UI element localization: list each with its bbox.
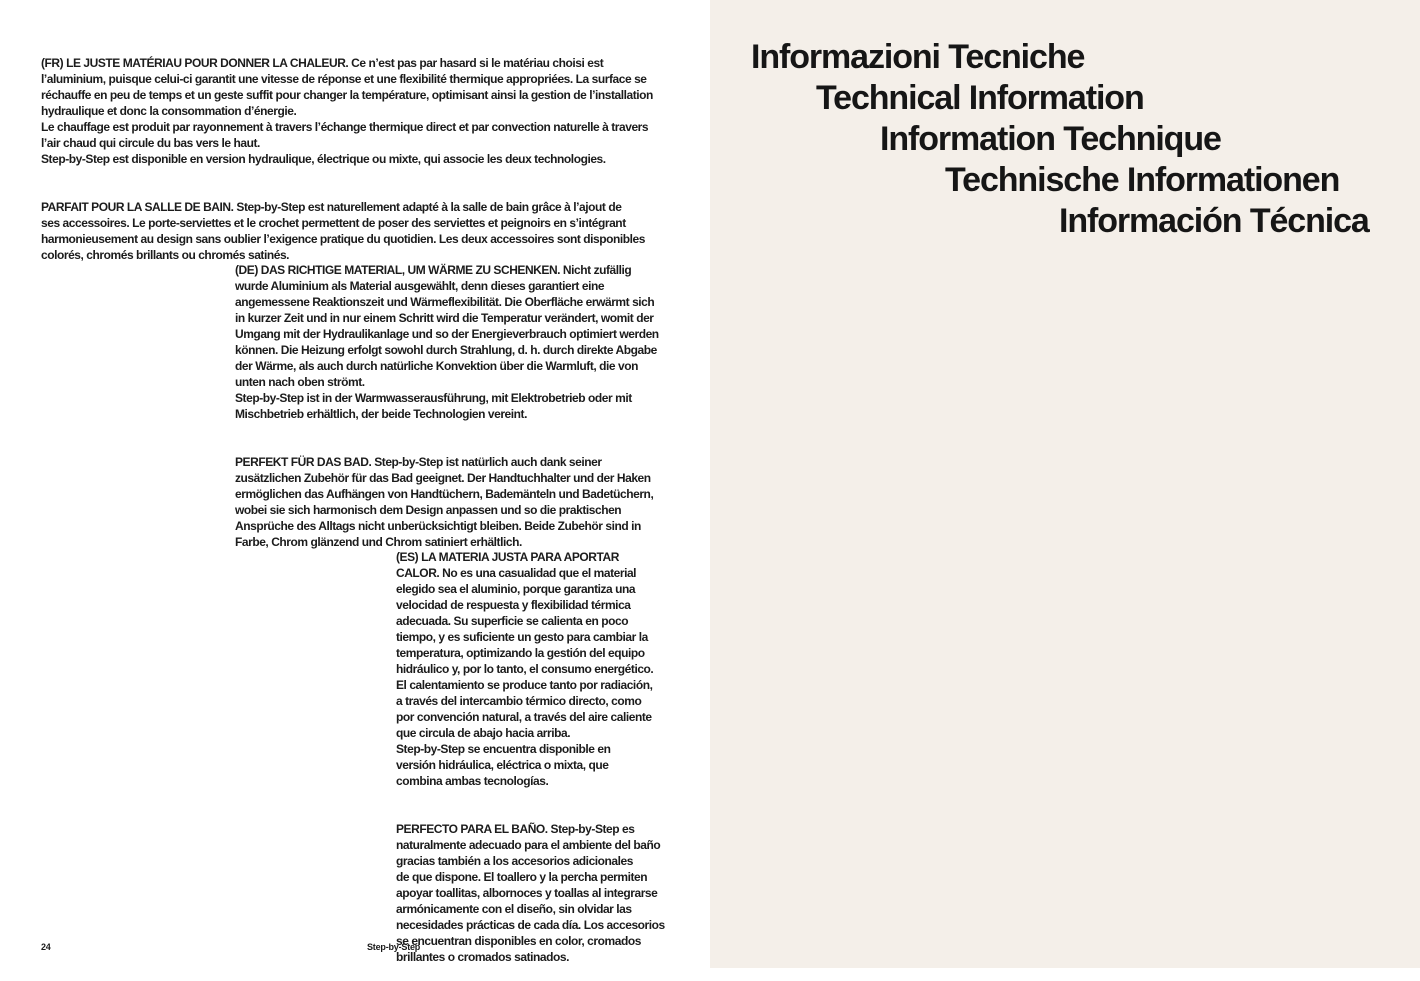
heading-french: Information Technique: [880, 120, 1221, 158]
german-paragraph-bathroom: PERFEKT FÜR DAS BAD. Step-by-Step ist natürlich auch dank seiner zusätzlichen Zubehör für das Bad geeignet. Der Handtuchhalter und der Haken ermöglichen das Aufhängen von Handtüchern, Bademänteln und Badetüchern, wobei sie sich harmonisch dem Design anpassen und so die praktischen Ansprüche des Alltags nicht unberücksichtigt bleiben. Beide Zubehör sind in Farbe, Chrom glänzend und Chrom satiniert erhältlich.: [235, 455, 654, 549]
french-paragraph-material: (FR) LE JUSTE MATÉRIAU POUR DONNER LA CHALEUR. Ce n’est pas par hasard si le matériau choisi est l’aluminium, puisque celui-ci garantit une vitesse de réponse et une flexibilité thermique appropriées. La surface se réchauffe en peu de temps et un geste suffit pour changer la température, optimisant ainsi la gestion de l’installation hydraulique et donc la consommation d’énergie. Le chauffage est produit par rayonnement à travers l’échange thermique direct et par convection naturelle à travers l’air chaud qui circule du bas vers le haut. Step-by-Step est disponible en version hydraulique, électrique ou mixte, qui associe les deux technologies.: [41, 56, 653, 166]
heading-german: Technische Informationen: [945, 161, 1340, 199]
spanish-paragraph-material: (ES) LA MATERIA JUSTA PARA APORTAR CALOR. No es una casualidad que el material elegido sea el aluminio, porque garantiza una velocidad de respuesta y flexibilidad térmica adecuada. Su superficie se calienta en poco tiempo, y es suficiente un gesto para cambiar la temperatura, optimizando la gestión del equipo hidráulico y, por lo tanto, el consumo energético. El calentamiento se produce tanto por radiación, a través del intercambio térmico directo, como por convención natural, a través del aire caliente que circula de abajo hacia arriba. Step-by-Step se encuentra disponible en versión hidráulica, eléctrica o mixta, que combina ambas tecnologías.: [396, 550, 654, 788]
french-text-block: [41, 39, 681, 279]
heading-english: Technical Information: [816, 79, 1144, 117]
heading-spanish: Información Técnica: [1059, 202, 1369, 240]
right-page: [710, 0, 1420, 968]
german-text-block: [235, 246, 685, 566]
french-paragraph-bathroom: PARFAIT POUR LA SALLE DE BAIN. Step-by-Step est naturellement adapté à la salle de bain grâce à l’ajout de ses accessoires. Le porte-serviettes et le crochet permettent de poser des serviettes et peignoirs en s’intégrant harmonieusement au design sans oublier l’exigence pratique du quotidien. Les deux accessoires sont disponibles colorés, chromés brillants ou chromés satinés.: [41, 200, 645, 262]
spanish-paragraph-bathroom: PERFECTO PARA EL BAÑO. Step-by-Step es naturalmente adecuado para el ambiente del baño gracias también a los accesorios adicionales de que dispone. El toallero y la percha permiten apoyar toallitas, albornoces y toallas al integrarse armónicamente con el diseño, sin olvidar las necesidades prácticas de cada día. Los accesorios se encuentran disponibles en color, cromados brillantes o cromados satinados.: [396, 822, 665, 964]
left-page: [0, 0, 710, 968]
heading-italian: Informazioni Tecniche: [751, 38, 1085, 76]
german-paragraph-material: (DE) DAS RICHTIGE MATERIAL, UM WÄRME ZU SCHENKEN. Nicht zufällig wurde Aluminium als Material ausgewählt, denn dieses garantiert eine angemessene Reaktionszeit und Wärmeflexibilität. Die Oberfläche erwärmt sich in kurzer Zeit und in nur einem Schritt wird die Temperatur verändert, womit der Umgang mit der Hydraulikanlage und so der Energieverbrauch optimiert werden können. Die Heizung erfolgt sowohl durch Strahlung, d. h. durch direkte Abgabe der Wärme, als auch durch natürliche Konvektion über die Warmluft, die von unten nach oben strömt. Step-by-Step ist in der Warmwasserausführung, mit Elektrobetrieb oder mit Mischbetrieb erhältlich, der beide Technologien vereint.: [235, 263, 659, 421]
spanish-text-block: [396, 533, 686, 981]
page-number: 24: [41, 942, 51, 952]
running-title: Step-by-Step: [367, 942, 421, 952]
